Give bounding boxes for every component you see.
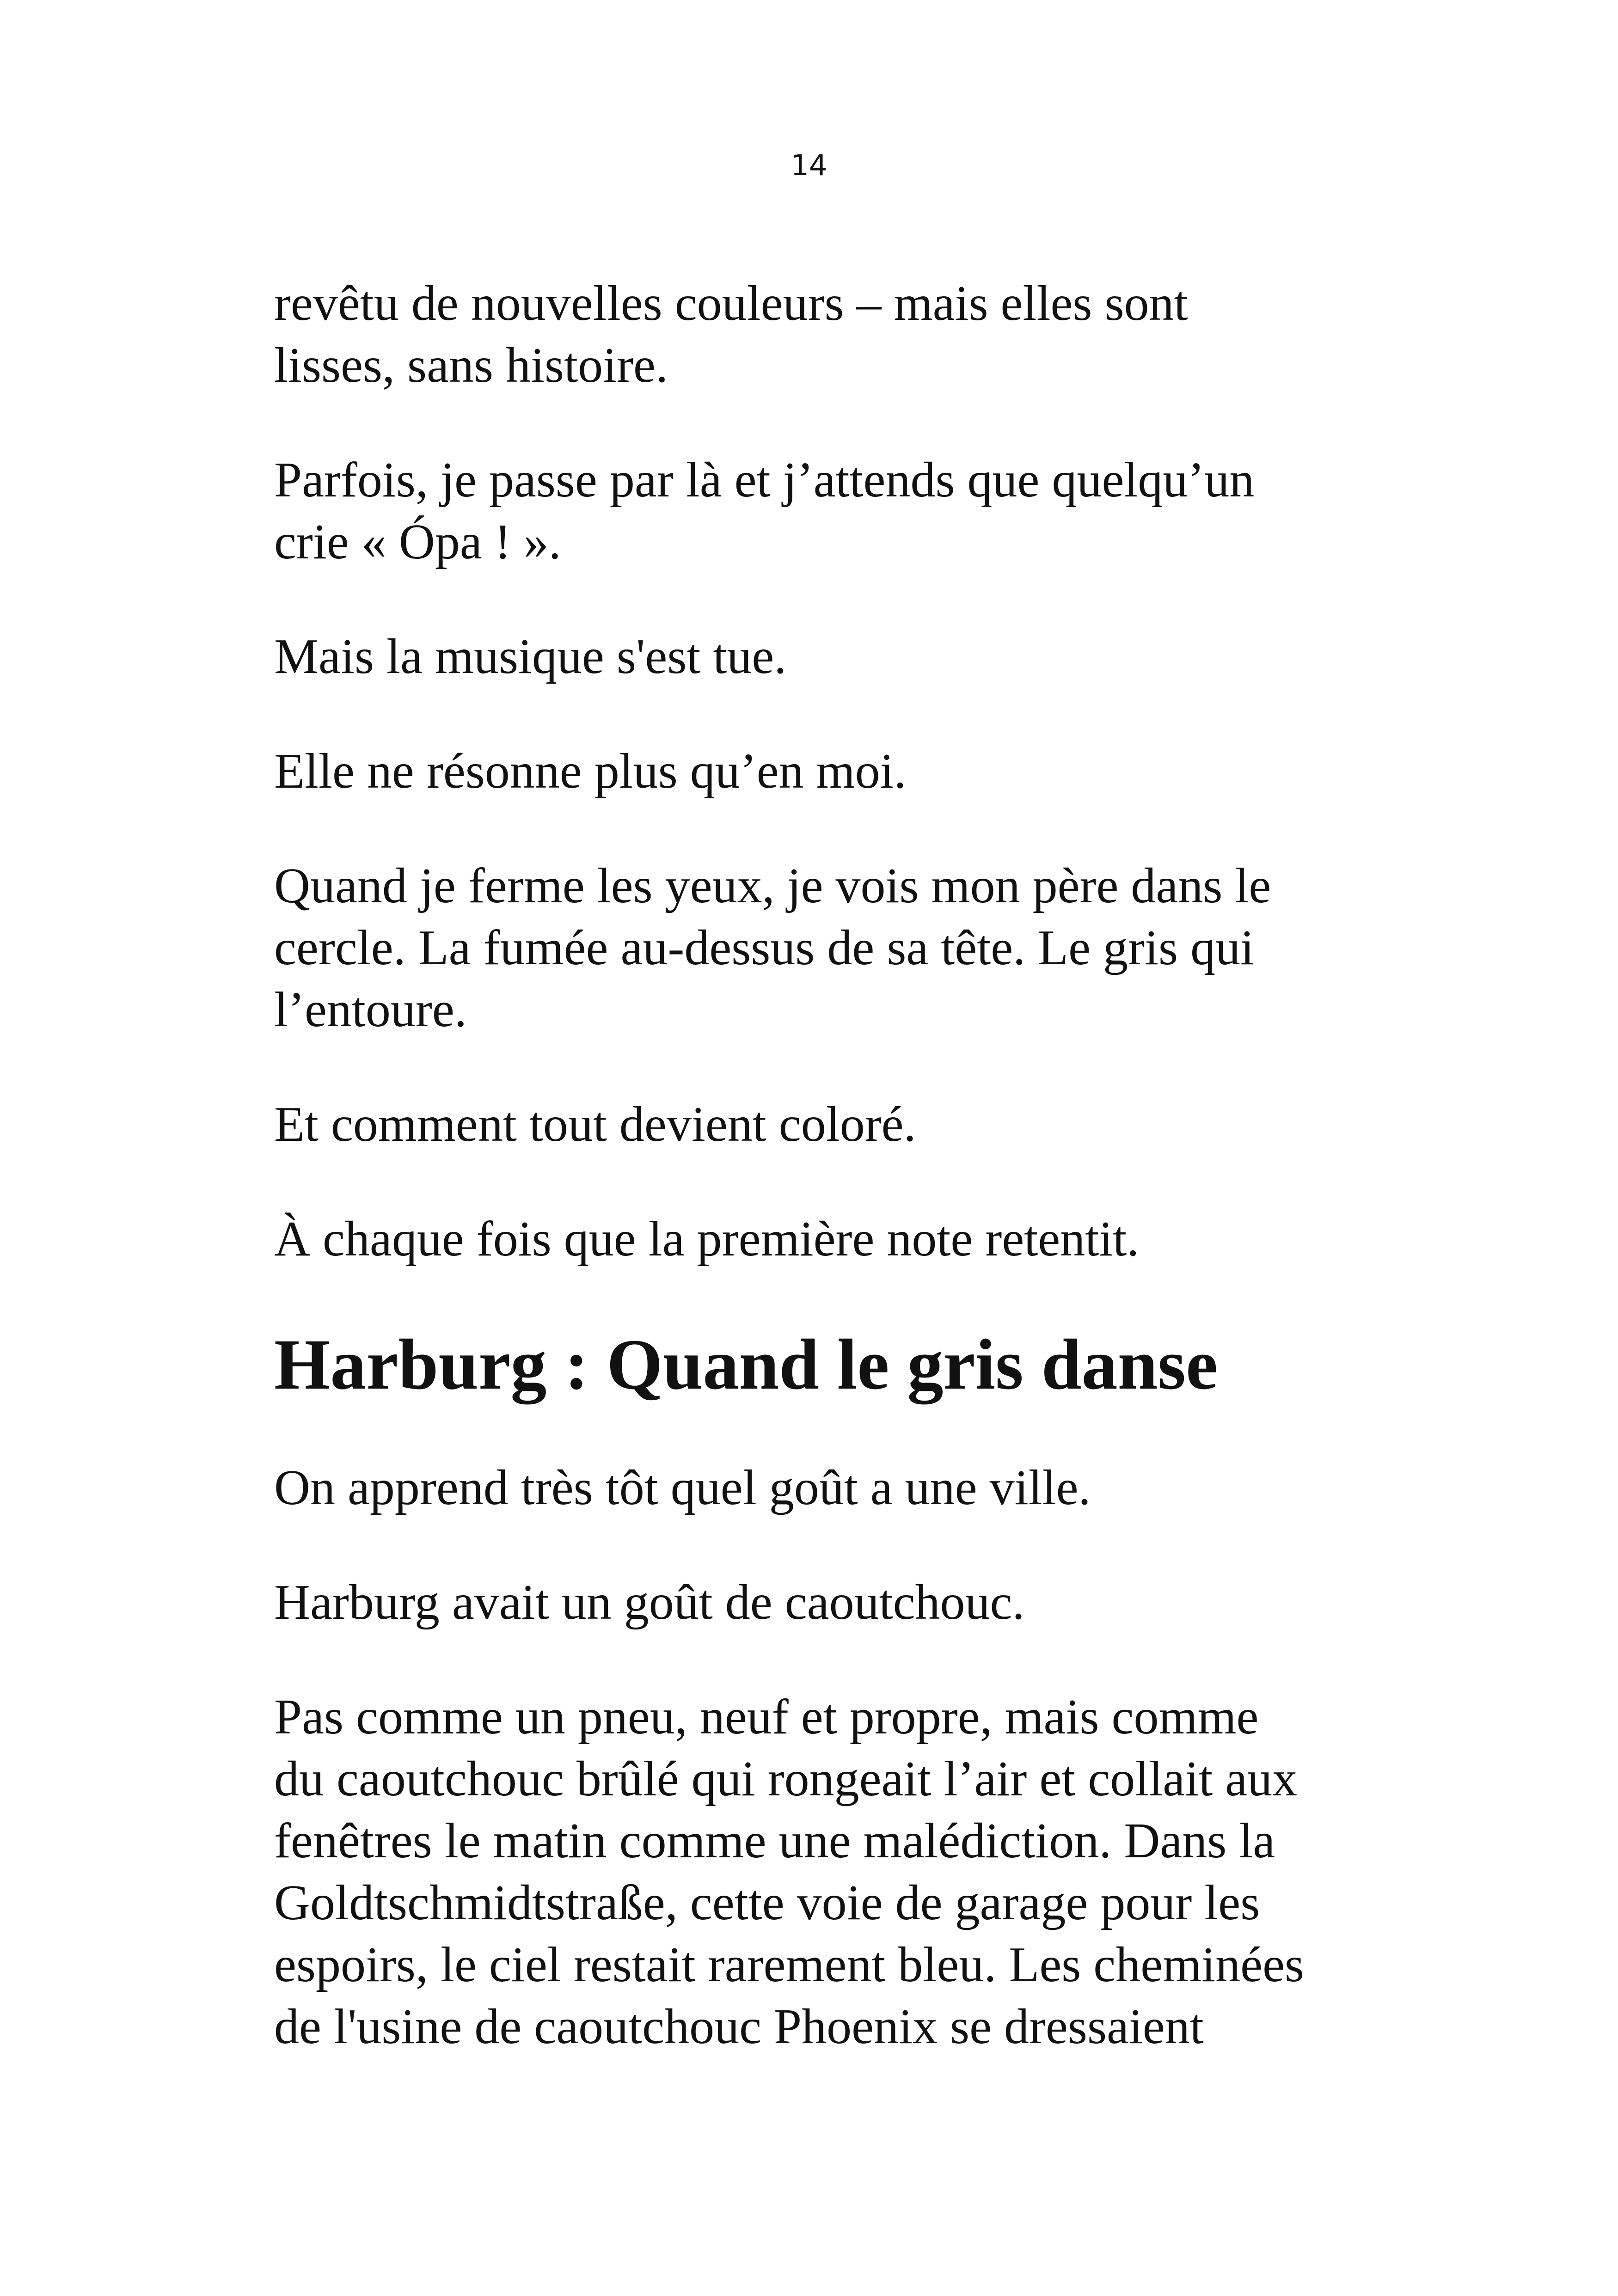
paragraph [274, 1208, 1384, 1270]
text-line: À chaque fois que la première note retentit. [274, 1212, 1140, 1267]
text-line: espoirs, le ciel restait rarement bleu. Les cheminées [274, 1937, 1305, 1992]
text-line: Goldtschmidtstraße, cette voie de garage pour les [274, 1875, 1260, 1930]
text-line: Quand je ferme les yeux, je vois mon père dans le [274, 858, 1271, 913]
text-line: lisses, sans histoire. [274, 338, 668, 393]
paragraph [274, 1686, 1384, 2058]
paragraph [274, 273, 1384, 397]
chapter-heading: Harburg : Quand le gris danse [274, 1324, 1218, 1404]
paragraph [274, 1572, 1384, 1634]
text-line: l’entoure. [274, 982, 467, 1037]
paragraph [274, 626, 1384, 688]
page-number: 14 [791, 148, 827, 182]
paragraph [274, 741, 1384, 802]
text-line: revêtu de nouvelles couleurs – mais elles sont [274, 276, 1188, 331]
text-line: Harburg avait un goût de caoutchouc. [274, 1575, 1025, 1630]
text-line: Elle ne résonne plus qu’en moi. [274, 744, 907, 799]
paragraph [274, 855, 1384, 1041]
text-line: crie « Ópa ! ». [274, 514, 561, 569]
text-line: du caoutchouc brûlé qui rongeait l’air et collait aux [274, 1751, 1298, 1806]
text-line: Et comment tout devient coloré. [274, 1097, 916, 1152]
text-line: On apprend très tôt quel goût a une ville. [274, 1460, 1091, 1515]
paragraph [274, 1457, 1384, 1519]
text-line: fenêtres le matin comme une malédiction. Dans la [274, 1813, 1275, 1868]
text-line: Pas comme un pneu, neuf et propre, mais comme [274, 1690, 1259, 1745]
text-line: Mais la musique s'est tue. [274, 629, 787, 684]
paragraph [274, 449, 1384, 573]
body-text [274, 273, 1384, 2111]
text-line: Parfois, je passe par là et j’attends que quelqu’un [274, 453, 1255, 508]
text-line: cercle. La fumée au-dessus de sa tête. Le gris qui [274, 920, 1255, 975]
paragraph [274, 1094, 1384, 1156]
text-line: de l'usine de caoutchouc Phoenix se dressaient [274, 1999, 1204, 2054]
